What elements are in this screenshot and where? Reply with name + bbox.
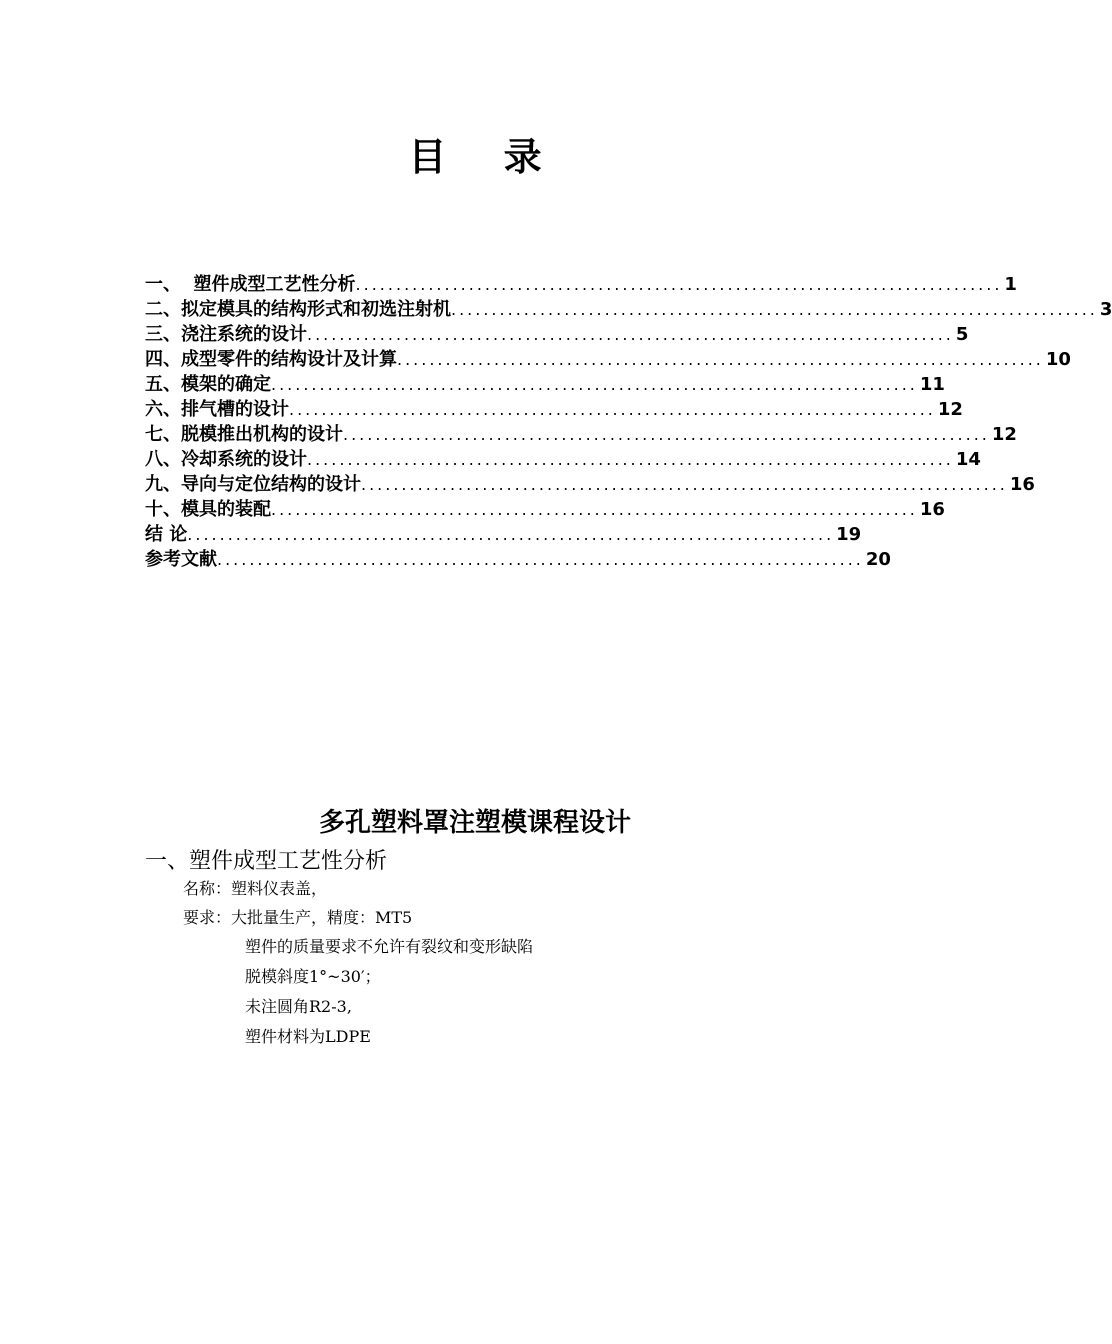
toc-entry[interactable] bbox=[145, 397, 963, 422]
toc-title: 目 录 bbox=[408, 135, 564, 179]
toc-entry-page: 10 bbox=[1045, 349, 1071, 370]
toc-leader-dots: ................................................................................ bbox=[307, 450, 954, 469]
body-line-draft-angle: 脱模斜度1°~30′； bbox=[245, 967, 381, 986]
toc-leader-dots: ................................................................................ bbox=[451, 300, 1098, 319]
toc-entry[interactable] bbox=[145, 297, 1112, 322]
toc-entry-label: 一、 塑件成型工艺性分析 bbox=[145, 274, 356, 295]
toc-entry-page: 1 bbox=[1004, 274, 1017, 295]
toc-entry-label: 结 论 bbox=[145, 524, 188, 545]
body-line-material: 塑件材料为LDPE bbox=[245, 1027, 371, 1046]
toc-leader-dots: ................................................................................ bbox=[217, 550, 864, 569]
toc-entry-page: 12 bbox=[991, 424, 1017, 445]
toc-leader-dots: ................................................................................ bbox=[355, 275, 1003, 294]
table-of-contents bbox=[145, 272, 1112, 572]
toc-entry[interactable] bbox=[145, 372, 945, 397]
toc-leader-dots: ................................................................................ bbox=[343, 425, 990, 444]
toc-entry-page: 12 bbox=[937, 399, 963, 420]
toc-entry-label: 参考文献 bbox=[145, 549, 217, 570]
toc-leader-dots: ................................................................................ bbox=[271, 500, 918, 519]
toc-entry-label: 八、冷却系统的设计 bbox=[145, 449, 307, 470]
toc-entry[interactable] bbox=[145, 422, 1017, 447]
toc-entry[interactable] bbox=[145, 347, 1071, 372]
toc-entry-page: 3 bbox=[1099, 299, 1112, 320]
toc-entry[interactable] bbox=[145, 497, 945, 522]
toc-leader-dots: ................................................................................ bbox=[361, 475, 1008, 494]
toc-entry[interactable] bbox=[145, 547, 891, 572]
toc-entry-page: 14 bbox=[955, 449, 981, 470]
toc-entry-label: 六、排气槽的设计 bbox=[145, 399, 289, 420]
body-line-quality: 塑件的质量要求不允许有裂纹和变形缺陷 bbox=[245, 937, 534, 956]
body-line-name: 名称：塑料仪表盖， bbox=[183, 879, 328, 898]
document-title: 多孔塑料罩注塑模课程设计 bbox=[318, 808, 631, 838]
toc-entry-label: 五、模架的确定 bbox=[145, 374, 271, 395]
toc-entry-label: 三、浇注系统的设计 bbox=[145, 324, 307, 345]
toc-entry[interactable] bbox=[145, 322, 969, 347]
toc-entry[interactable] bbox=[145, 472, 1035, 497]
toc-entry-page: 16 bbox=[919, 499, 945, 520]
toc-entry[interactable] bbox=[145, 522, 862, 547]
toc-entry-page: 11 bbox=[919, 374, 945, 395]
toc-entry-label: 十、模具的装配 bbox=[145, 499, 271, 520]
toc-entry-page: 16 bbox=[1009, 474, 1035, 495]
toc-entry-label: 九、导向与定位结构的设计 bbox=[145, 474, 361, 495]
body-line-requirements: 要求：大批量生产，精度：MT5 bbox=[183, 908, 413, 927]
section-heading: 一、塑件成型工艺性分析 bbox=[145, 849, 388, 874]
body-line-fillet: 未注圆角R2-3, bbox=[245, 997, 352, 1016]
toc-entry-page: 20 bbox=[865, 549, 891, 570]
toc-entry-page: 19 bbox=[836, 524, 862, 545]
toc-leader-dots: ................................................................................ bbox=[271, 375, 918, 394]
toc-entry-page: 5 bbox=[955, 324, 969, 345]
toc-leader-dots: ................................................................................ bbox=[289, 400, 936, 419]
toc-entry-label: 七、脱模推出机构的设计 bbox=[145, 424, 343, 445]
toc-entry[interactable] bbox=[145, 447, 981, 472]
toc-entry-label: 二、拟定模具的结构形式和初选注射机 bbox=[145, 299, 451, 320]
toc-entry[interactable] bbox=[145, 272, 1017, 297]
toc-leader-dots: ................................................................................ bbox=[397, 350, 1044, 369]
toc-leader-dots: ................................................................................ bbox=[307, 325, 954, 344]
toc-entry-label: 四、成型零件的结构设计及计算 bbox=[145, 349, 397, 370]
toc-leader-dots: ................................................................................ bbox=[187, 525, 835, 544]
